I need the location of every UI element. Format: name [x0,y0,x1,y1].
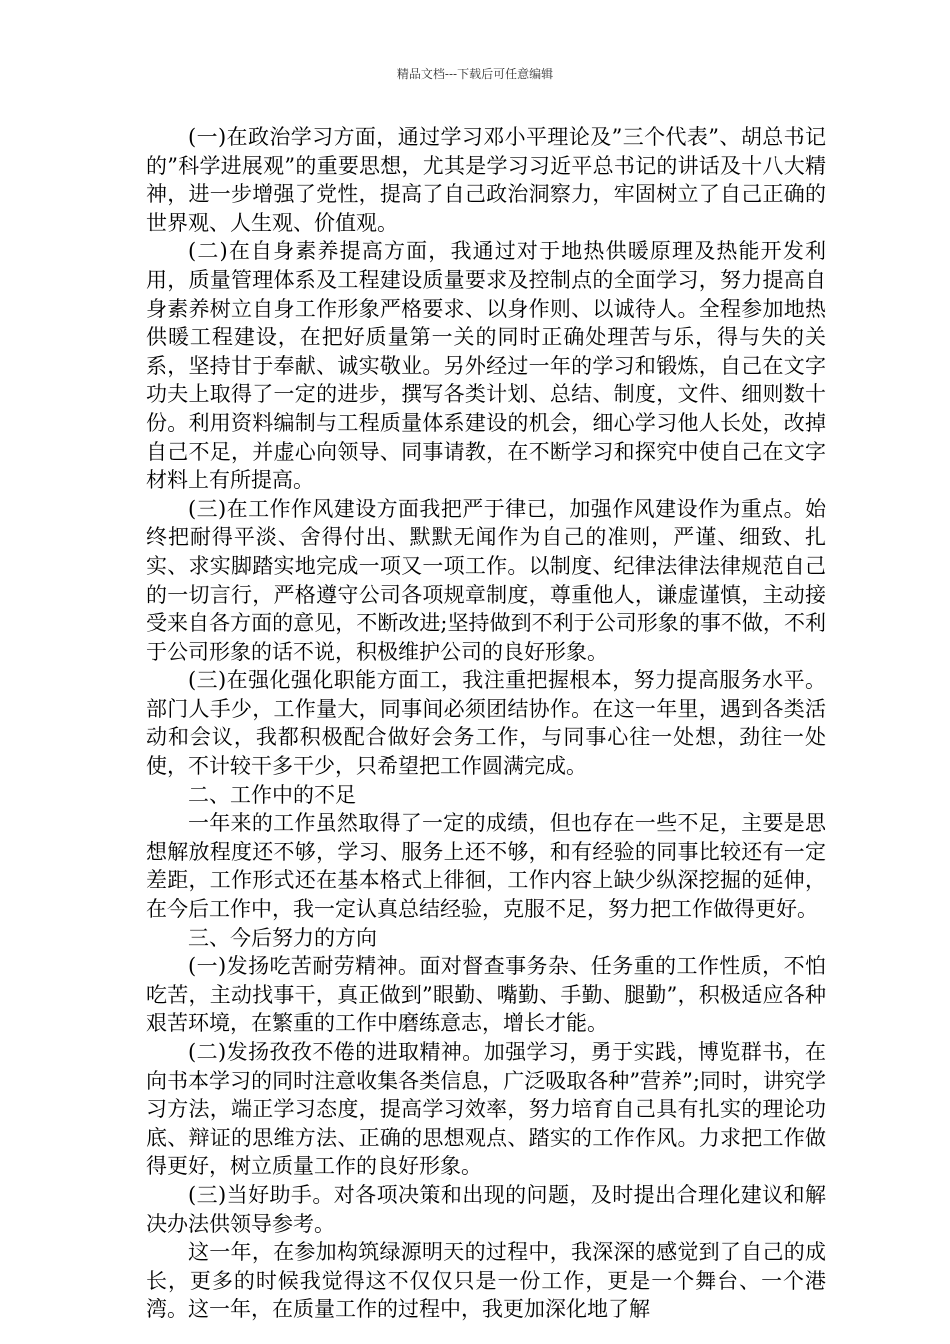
section-heading-shortcomings: 二、工作中的不足 [188,782,356,807]
paragraph-function-strengthening: (三)在强化强化职能方面工，我注重把握根本，努力提高服务水平。部门人手少，工作量大，同事间必须团结协作。在这一年里，遇到各类活动和会议，我都积极配合做好会务工作，与同事心往一处想，劲往一处使，不计较干多干少，只希望把工作圆满完成。 [146,668,826,779]
paragraph-good-assistant: (三)当好助手。对各项决策和出现的问题，及时提出合理化建议和解决办法供领导参考。 [146,1182,826,1236]
section-heading-future-direction: 三、今后努力的方向 [188,925,377,950]
paragraph-shortcomings: 一年来的工作虽然取得了一定的成绩，但也存在一些不足，主要是思想解放程度还不够，学习、服务上还不够，和有经验的同事比较还有一定差距，工作形式还在基本格式上徘徊，工作内容上缺少纵深挖掘的延伸，在今后工作中，我一定认真总结经验，克服不足，努力把工作做得更好。 [146,811,826,922]
paragraph-hard-work: (一)发扬吃苦耐劳精神。面对督查事务杂、任务重的工作性质，不怕吃苦，主动找事干，真正做到”眼勤、嘴勤、手勤、腿勤”，积极适应各种艰苦环境，在繁重的工作中磨练意志，增长才能。 [146,954,826,1036]
paragraph-self-improvement: (二)在自身素养提高方面，我通过对于地热供暖原理及热能开发利用，质量管理体系及工程建设质量要求及控制点的全面学习，努力提高自身素养树立自身工作形象严格要求、以身作则、以诚待人。全程参加地热供暖工程建设，在把好质量第一关的同时正确处理苦与乐，得与失的关系，坚持甘于奉献、诚实敬业。另外经过一年的学习和锻炼，自己在文字功夫上取得了一定的进步，撰写各类计划、总结、制度，文件、细则数十份。利用资料编制与工程质量体系建设的机会，细心学习他人长处，改掉自己不足，并虚心向领导、同事请教，在不断学习和探究中使自己在文字材料上有所提高。 [146,239,826,493]
page-header: 精品文档---下载后可任意编辑 [396,67,554,81]
paragraph-work-style: (三)在工作作风建设方面我把严于律已，加强作风建设作为重点。始终把耐得平淡、舍得付出、默默无闻作为自己的准则，严谨、细致、扎实、求实脚踏实地完成一项又一项工作。以制度、纪律法律法律规范自己的一切言行，严格遵守公司各项规章制度，尊重他人，谦虚谨慎，主动接受来自各方面的意见，不断改进;坚持做到不利于公司形象的事不做，不利于公司形象的话不说，积极维护公司的良好形象。 [146,496,826,664]
paragraph-this-year: 这一年，在参加构筑绿源明天的过程中，我深深的感觉到了自己的成长，更多的时候我觉得这不仅仅只是一份工作，更是一个舞台、一个港湾。这一年，在质量工作的过程中，我更加深化地了解 [146,1240,826,1322]
paragraph-enterprising-spirit: (二)发扬孜孜不倦的进取精神。加强学习，勇于实践，博览群书，在向书本学习的同时注意收集各类信息，广泛吸取各种”营养”;同时，讲究学习方法，端正学习态度，提高学习效率，努力培育自己具有扎实的理论功底、辩证的思维方法、正确的思想观点、踏实的工作作风。力求把工作做得更好，树立质量工作的良好形象。 [146,1040,826,1179]
document-body [146,123,826,1324]
paragraph-political-study: (一)在政治学习方面，通过学习邓小平理论及”三个代表”、胡总书记的”科学进展观”的重要思想，尤其是学习习近平总书记的讲话及十八大精神，进一步增强了党性，提高了自己政治洞察力，牢固树立了自己正确的世界观、人生观、价值观。 [146,125,826,235]
